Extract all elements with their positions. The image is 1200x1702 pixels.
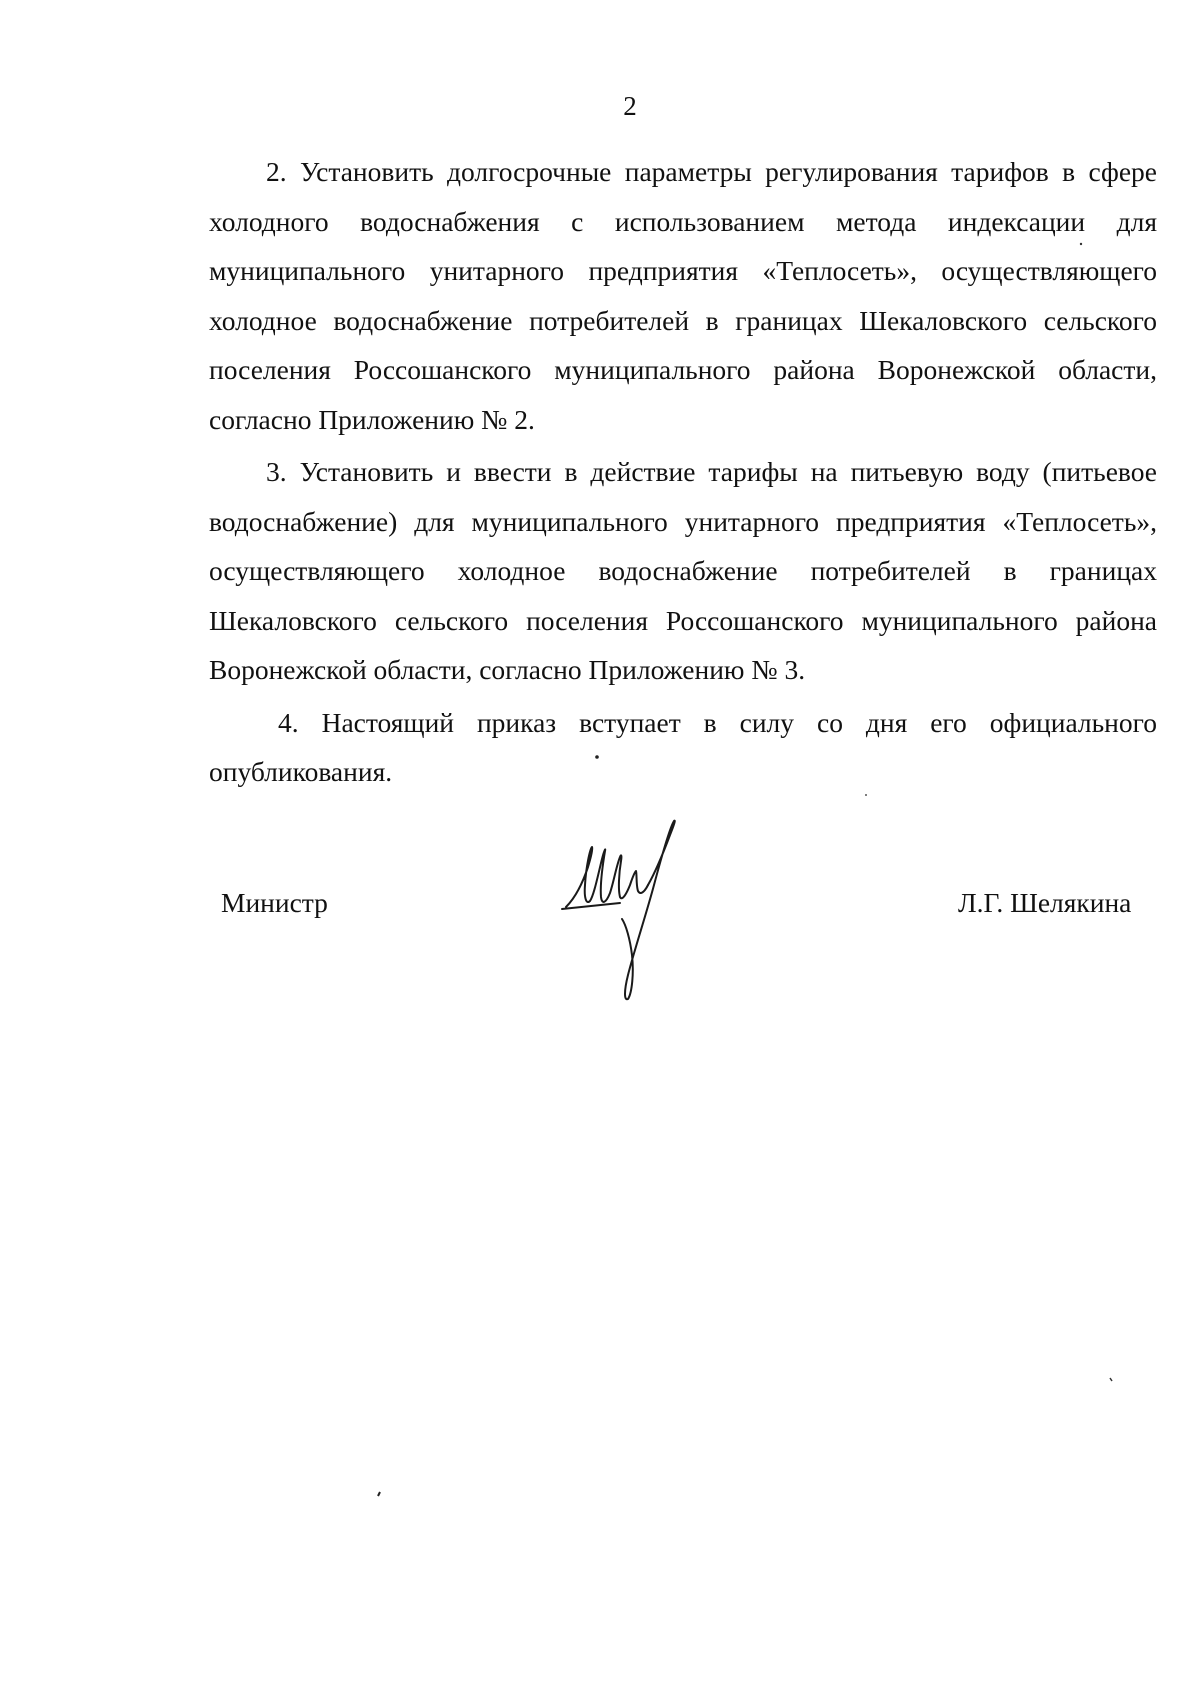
paragraph-item-2: 2. Установить долгосрочные параметры регулирования тарифов в сфере холодного водоснабжения с использованием метода индексации для муниципального унитарного предприятия «Теплосеть», осуществляющего холодное водоснабжение потребителей в границах Шекаловского сельского поселения Россошанского муниципального района Воронежской области, согласно Приложению № 2.	[209, 156, 1157, 435]
signatory-title: Министр	[221, 887, 328, 918]
page-number: 2	[623, 91, 637, 121]
paragraph-item-3: 3. Установить и ввести в действие тарифы на питьевую воду (питьевое водоснабжение) для муниципального унитарного предприятия «Теплосеть», осуществляющего холодное водоснабжение потребителей в границах Шекаловского сельского поселения Россошанского муниципального района Воронежской области, согласно Приложению № 3.	[209, 456, 1157, 685]
paragraph-item-4: 4. Настоящий приказ вступает в силу со дня его официального опубликования.	[209, 706, 1157, 787]
document-body	[209, 147, 1157, 800]
handwritten-signature	[560, 815, 690, 1015]
signatory-name: Л.Г. Шелякина	[958, 887, 1132, 918]
